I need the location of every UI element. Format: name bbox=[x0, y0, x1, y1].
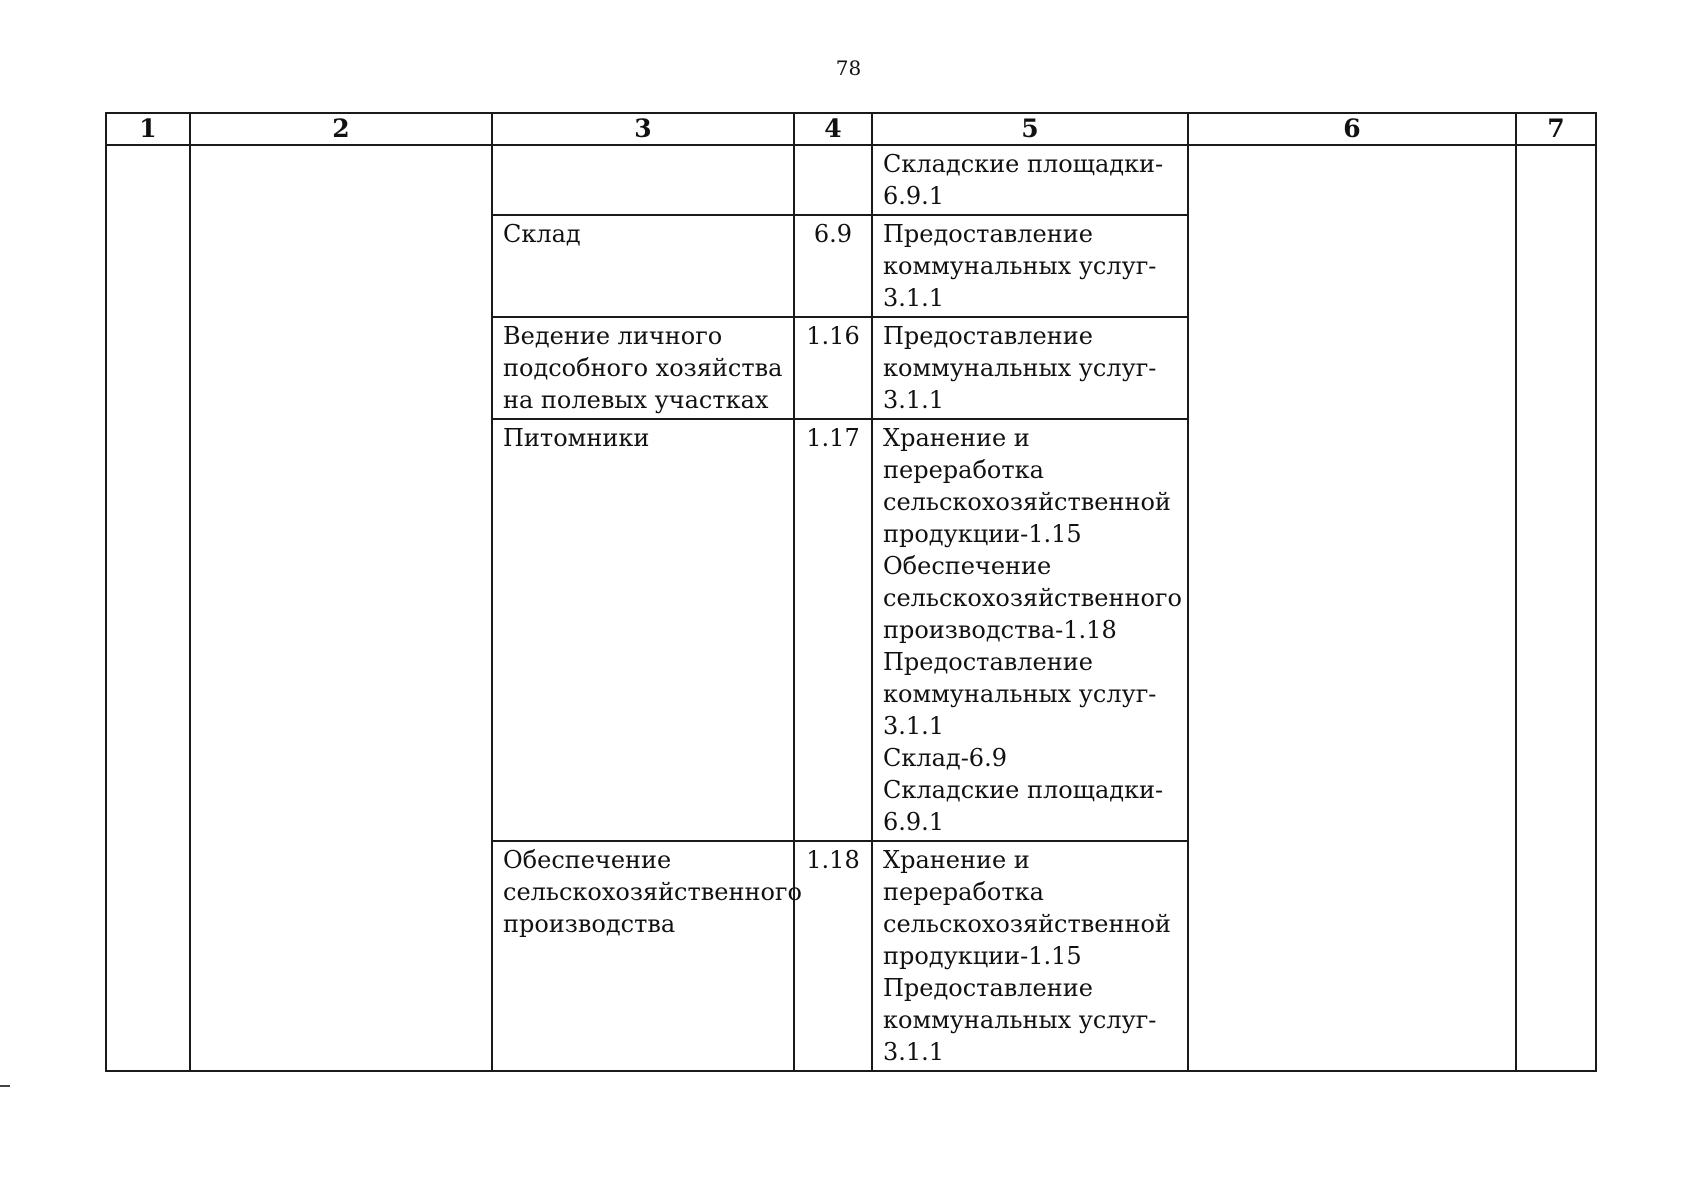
related-line: коммунальных услуг- bbox=[883, 354, 1157, 382]
use-name-cell: Обеспечение сельскохозяйственного производства bbox=[492, 841, 794, 1071]
related-line: Хранение и bbox=[883, 846, 1030, 874]
related-line: Предоставление bbox=[883, 974, 1093, 1002]
col2-cell bbox=[190, 145, 492, 1071]
column-header-3: 3 bbox=[492, 113, 794, 145]
related-line: 3.1.1 bbox=[883, 386, 945, 414]
related-line: переработка bbox=[883, 878, 1044, 906]
related-line: сельскохозяйственной bbox=[883, 488, 1171, 516]
related-line: продукции-1.15 bbox=[883, 520, 1082, 548]
related-line: коммунальных услуг- bbox=[883, 252, 1157, 280]
related-line: Складские площадки- bbox=[883, 776, 1164, 804]
use-name-cell bbox=[492, 145, 794, 215]
related-uses-cell bbox=[872, 145, 1188, 215]
land-use-table bbox=[105, 112, 1597, 1072]
margin-mark bbox=[0, 1085, 10, 1087]
use-name-cell: Ведение личного подсобного хозяйства на полевых участках bbox=[492, 317, 794, 419]
use-name-cell: Питомники bbox=[492, 419, 794, 841]
use-code-cell: 1.17 bbox=[794, 419, 872, 841]
related-line: Предоставление bbox=[883, 220, 1093, 248]
related-line: Складские площадки- bbox=[883, 150, 1164, 178]
column-header-4: 4 bbox=[794, 113, 872, 145]
related-line: продукции-1.15 bbox=[883, 942, 1082, 970]
related-line: коммунальных услуг- bbox=[883, 680, 1157, 708]
related-line: 3.1.1 bbox=[883, 284, 945, 312]
related-line: 3.1.1 bbox=[883, 1038, 945, 1066]
related-line: Хранение и bbox=[883, 424, 1030, 452]
related-line: сельскохозяйственного bbox=[883, 584, 1182, 612]
related-line: Склад-6.9 bbox=[883, 744, 1007, 772]
related-line: 6.9.1 bbox=[883, 182, 945, 210]
column-header-2: 2 bbox=[190, 113, 492, 145]
related-uses-cell bbox=[872, 317, 1188, 419]
column-header-5: 5 bbox=[872, 113, 1188, 145]
column-header-1: 1 bbox=[106, 113, 190, 145]
use-code-cell bbox=[794, 145, 872, 215]
col1-cell bbox=[106, 145, 190, 1071]
use-code-cell: 1.18 bbox=[794, 841, 872, 1071]
related-uses-cell bbox=[872, 419, 1188, 841]
column-header-7: 7 bbox=[1516, 113, 1596, 145]
related-line: Предоставление bbox=[883, 648, 1093, 676]
header-row bbox=[106, 113, 1596, 145]
related-line: сельскохозяйственной bbox=[883, 910, 1171, 938]
related-line: производства-1.18 bbox=[883, 616, 1117, 644]
table-row bbox=[106, 145, 1596, 215]
use-code-cell: 6.9 bbox=[794, 215, 872, 317]
related-line: 6.9.1 bbox=[883, 808, 945, 836]
related-line: переработка bbox=[883, 456, 1044, 484]
related-line: коммунальных услуг- bbox=[883, 1006, 1157, 1034]
related-line: 3.1.1 bbox=[883, 712, 945, 740]
col6-cell bbox=[1188, 145, 1516, 1071]
column-header-6: 6 bbox=[1188, 113, 1516, 145]
page-number: 78 bbox=[835, 56, 862, 80]
related-line: Предоставление bbox=[883, 322, 1093, 350]
related-line: Обеспечение bbox=[883, 552, 1052, 580]
related-uses-cell bbox=[872, 215, 1188, 317]
related-uses-cell bbox=[872, 841, 1188, 1071]
use-name-cell: Склад bbox=[492, 215, 794, 317]
col7-cell bbox=[1516, 145, 1596, 1071]
use-code-cell: 1.16 bbox=[794, 317, 872, 419]
